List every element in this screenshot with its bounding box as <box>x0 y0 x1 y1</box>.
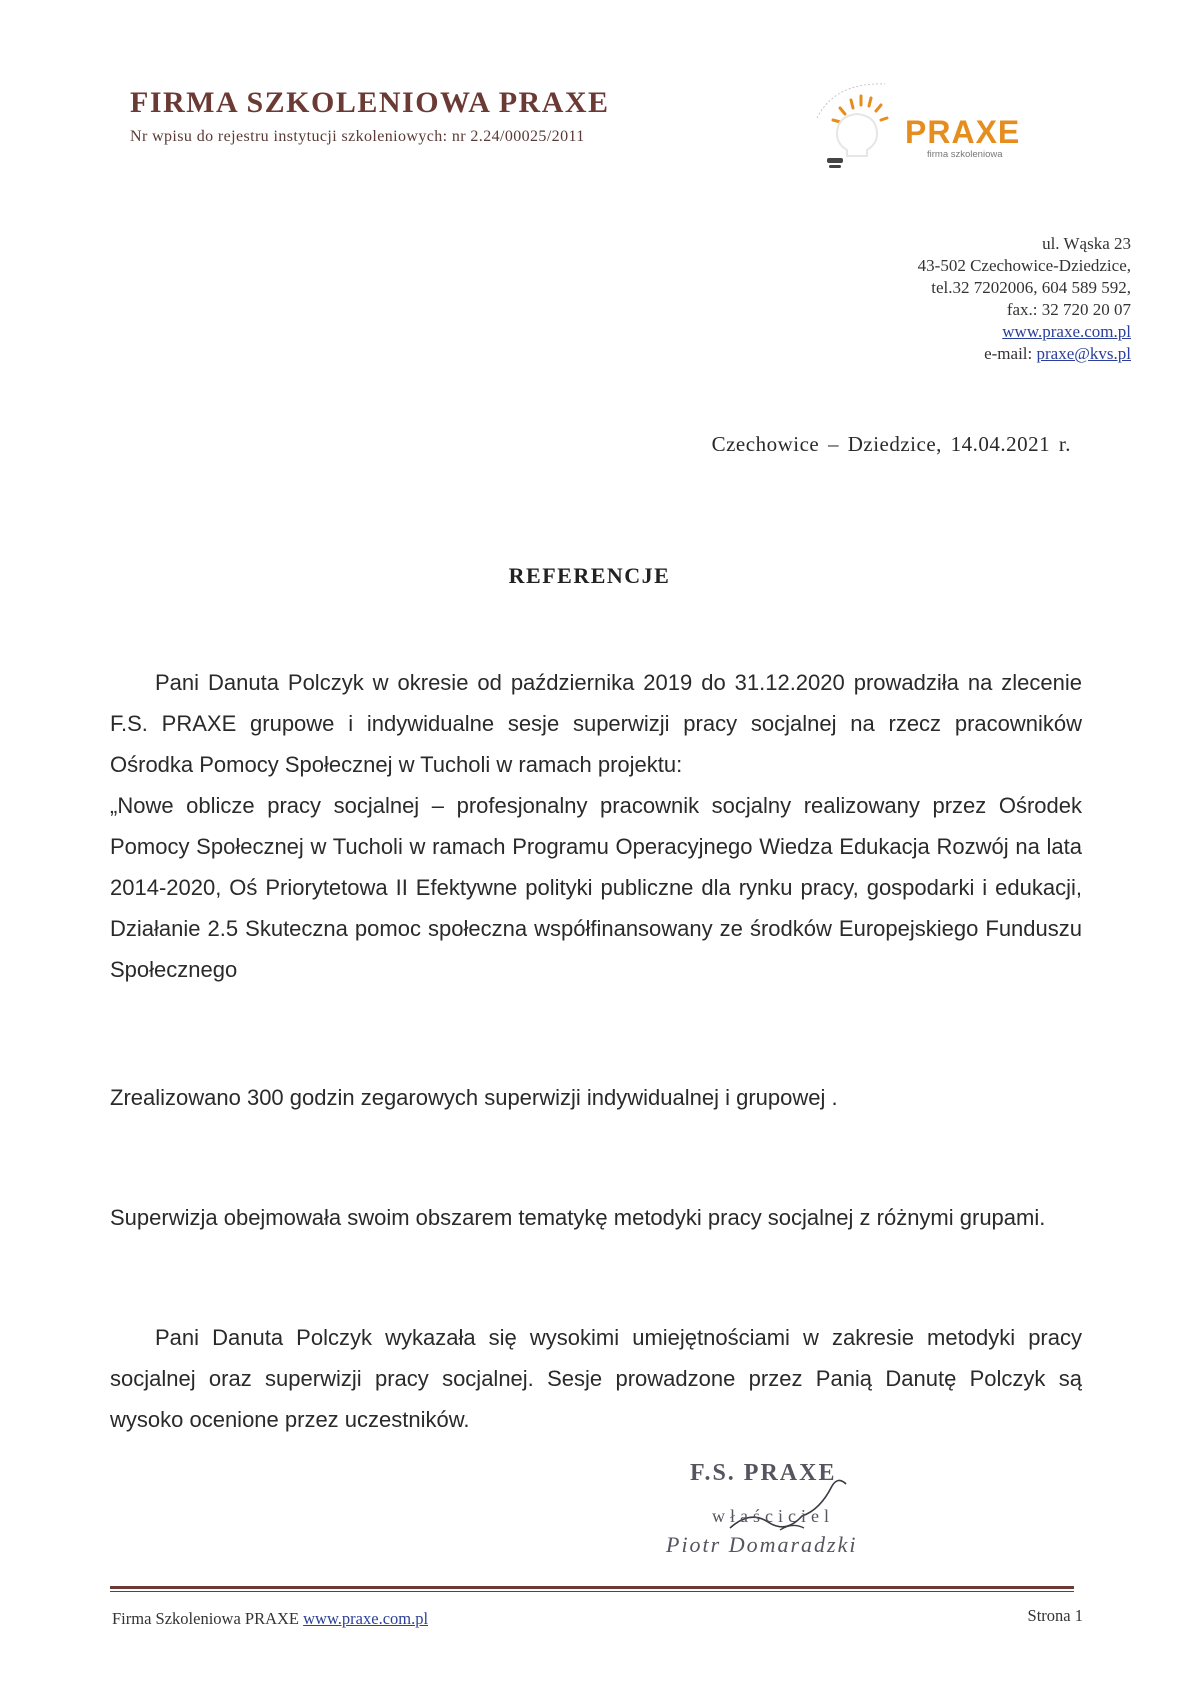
body-paragraph-scope: Superwizja obejmowała swoim obszarem tematykę metodyki pracy socjalnej z różnymi grupami. <box>110 1205 1046 1230</box>
body-paragraph-hours: Zrealizowano 300 godzin zegarowych superwizji indywidualnej i grupowej . <box>110 1085 838 1110</box>
email-link[interactable]: praxe@kvs.pl <box>1036 344 1131 363</box>
intro-text: Pani Danuta Polczyk w okresie od października 2019 do 31.12.2020 prowadziła na zlecenie F.S. PRAXE grupowe i indywidualne sesje superwizji pracy socjalnej na rzecz pracowników Ośrodka Pomocy Społecznej w Tucholi w ramach projektu: <box>110 670 1082 777</box>
website-link[interactable]: www.praxe.com.pl <box>1002 322 1131 341</box>
stamp-role: właściciel <box>712 1506 834 1526</box>
date-line: Czechowice – Dziedzice, 14.04.2021 r. <box>711 432 1071 456</box>
body-paragraph-intro <box>110 662 1082 990</box>
registry-number: Nr wpisu do rejestru instytucji szkoleniowych: nr 2.24/00025/2011 <box>130 128 585 145</box>
company-name: FIRMA SZKOLENIOWA PRAXE <box>130 86 610 119</box>
address-city: 43-502 Czechowice-Dziedzice, <box>917 256 1131 275</box>
footer-company <box>112 1609 428 1629</box>
logo-subtitle: firma szkoleniowa <box>927 149 1003 160</box>
document-title: REFERENCJE <box>508 563 671 588</box>
page-number: Strona 1 <box>1027 1606 1083 1625</box>
footer-divider-thin <box>110 1591 1074 1592</box>
address-phone: tel.32 7202006, 604 589 592, <box>931 278 1131 297</box>
address-fax: fax.: 32 720 20 07 <box>1006 300 1131 319</box>
footer-company-name: Firma Szkoleniowa PRAXE <box>112 1609 299 1628</box>
stamp-company: F.S. PRAXE <box>690 1460 837 1486</box>
footer-website-link[interactable]: www.praxe.com.pl <box>303 1609 429 1628</box>
address-block <box>918 233 1131 365</box>
praxe-logo <box>815 78 1055 178</box>
stamp-name: Piotr Domaradzki <box>666 1532 858 1557</box>
address-street: ul. Wąska 23 <box>1042 234 1131 253</box>
logo-wordmark: PRAXE <box>905 114 1021 150</box>
footer-divider <box>110 1586 1074 1589</box>
email-label: e-mail: <box>984 344 1033 363</box>
signature-scribble <box>720 1470 860 1540</box>
project-quote: „Nowe oblicze pracy socjalnej – profesjonalny pracownik socjalny realizowany przez Ośrodek Pomocy Społecznej w Tucholi w ramach Programu Operacyjnego Wiedza Edukacja Rozwój na lata 2014-2020, Oś Priorytetowa II Efektywne polityki publiczne dla rynku pracy, gospodarki i edukacji, Działanie 2.5 Skuteczna pomoc społeczna współfinansowany ze środków Europejskiego Funduszu Społecznego <box>110 793 1082 982</box>
body-paragraph-evaluation: Pani Danuta Polczyk wykazała się wysokimi umiejętnościami w zakresie metodyki pracy socjalnej oraz superwizji pracy socjalnej. Sesje prowadzone przez Panią Danutę Polczyk są wysoko ocenione przez uczestników. <box>110 1325 1082 1432</box>
